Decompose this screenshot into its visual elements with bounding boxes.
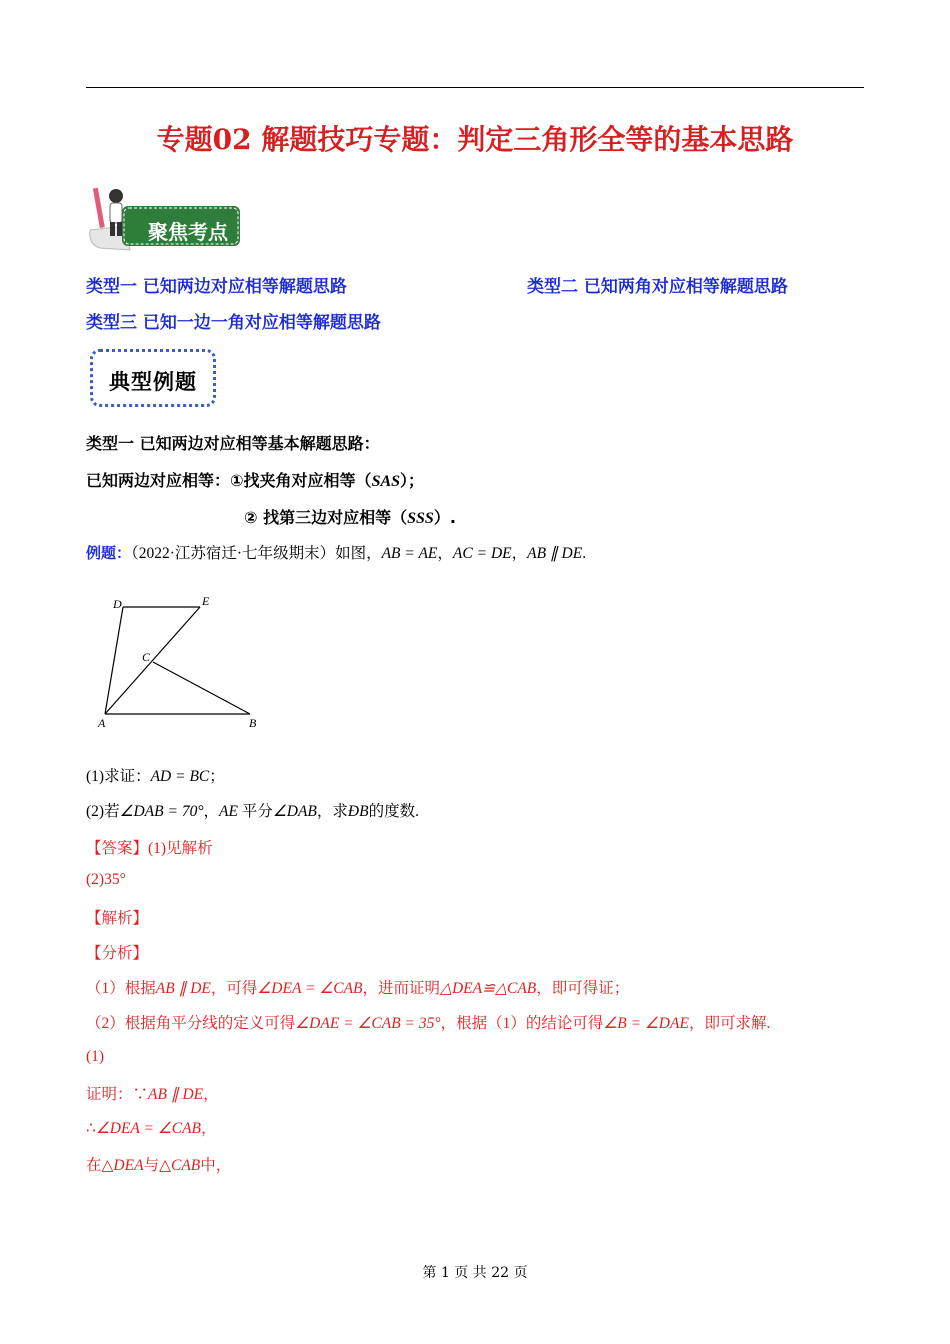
example-badge — [90, 349, 216, 407]
page-title: 专题02 解题技巧专题：判定三角形全等的基本思路 — [156, 123, 794, 156]
focus-badge-label: 聚焦考点 — [148, 220, 228, 244]
label-e: E — [202, 594, 210, 608]
fenxi-heading: 【分析】 — [86, 945, 149, 962]
example-badge-label: 典型例题 — [109, 369, 197, 394]
toc-type3[interactable]: 类型三 已知一边一角对应相等解题思路 — [86, 313, 381, 333]
proof-part-label: (1) — [86, 1048, 105, 1065]
proof-line-1: 证明：∵AB ∥ DE， — [86, 1086, 219, 1103]
top-rule — [86, 87, 864, 88]
page-footer: 第 1 页 共 22 页 — [422, 1265, 528, 1281]
label-a: A — [98, 716, 106, 730]
sss-line: ② 找第三边对应相等（SSS）. — [244, 508, 456, 527]
sas-line: 已知两边对应相等：①找夹角对应相等（SAS）； — [86, 471, 425, 490]
question-1: (1)求证：AD = BC； — [86, 768, 225, 785]
toc-type1[interactable]: 类型一 已知两边对应相等解题思路 — [86, 277, 347, 297]
focus-badge — [86, 186, 244, 254]
answer-2: (2)35° — [86, 871, 126, 888]
label-b: B — [249, 716, 257, 730]
proof-line-2: ∴∠DEA = ∠CAB， — [86, 1120, 217, 1137]
geometry-figure — [96, 590, 268, 730]
label-d: D — [113, 597, 122, 611]
segment-da — [105, 607, 123, 714]
analysis-part-1: （1）根据AB ∥ DE，可得∠DEA = ∠CAB，进而证明△DEA≌△CAB，即可得证； — [86, 980, 630, 997]
label-c: C — [142, 650, 151, 664]
analysis-heading: 【解析】 — [86, 910, 149, 927]
segment-ea — [105, 607, 200, 714]
analysis-part-2: （2）根据角平分线的定义可得∠DAE = ∠CAB = 35°，根据（1）的结论可得∠B = ∠DAE，即可求解. — [86, 1015, 771, 1032]
answer-line: 【答案】(1)见解析 — [86, 840, 213, 857]
segment-cb — [153, 662, 250, 714]
proof-line-3: 在△DEA与△CAB中， — [86, 1157, 232, 1174]
section-heading: 类型一 已知两边对应相等基本解题思路： — [86, 434, 380, 453]
toc-type2[interactable]: 类型二 已知两角对应相等解题思路 — [527, 277, 788, 297]
example-statement: 例题：（2022·江苏宿迁·七年级期末）如图，AB = AE，AC = DE，AB ∥ DE. — [86, 544, 587, 562]
question-2: (2)若∠DAB = 70°，AE 平分∠DAB，求ÐB的度数. — [86, 803, 419, 820]
